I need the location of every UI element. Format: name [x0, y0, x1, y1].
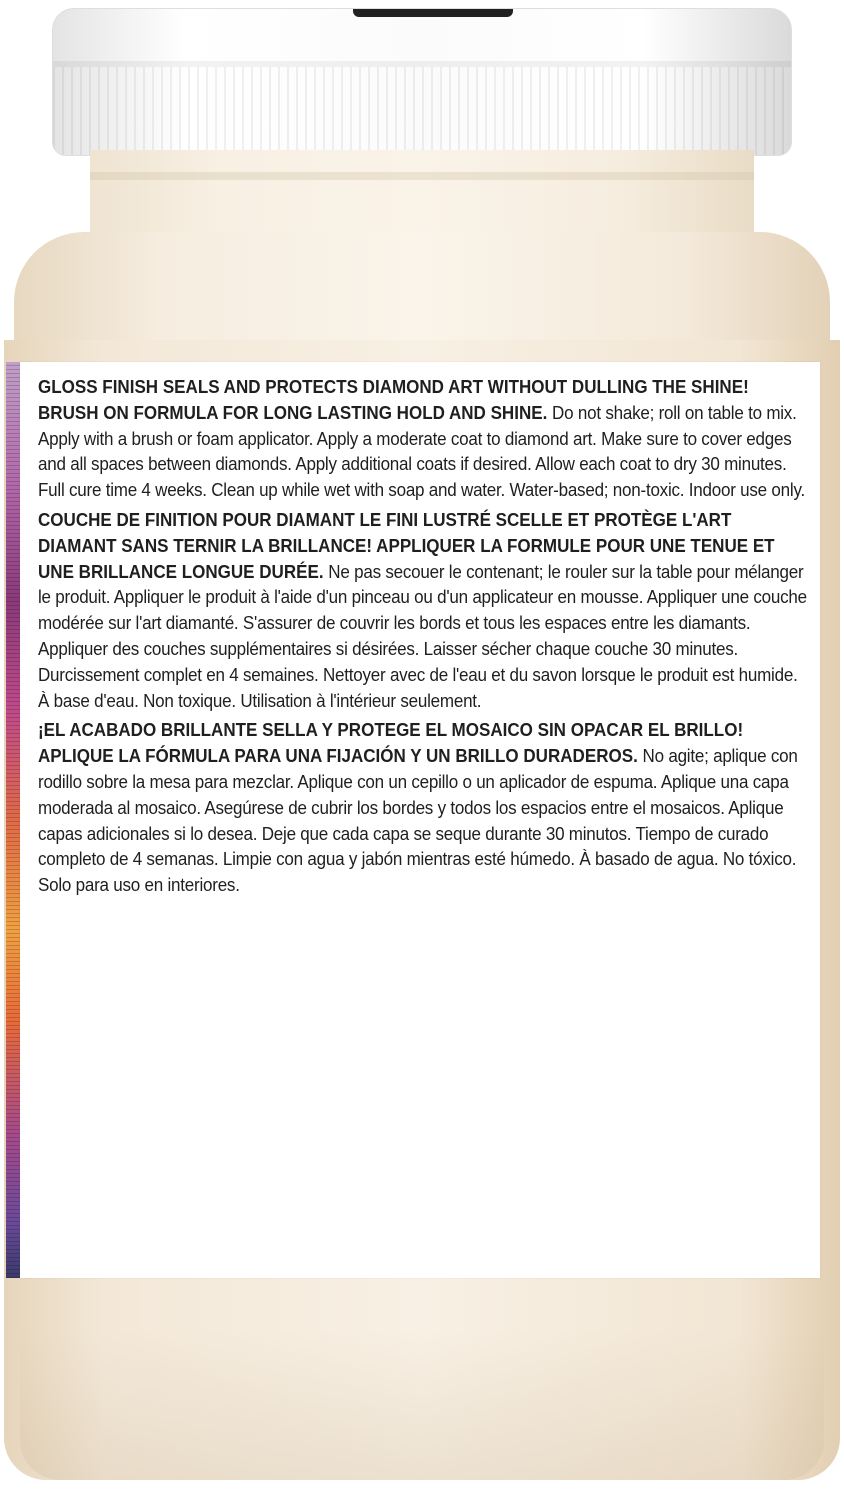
french-instructions	[38, 507, 807, 713]
spanish-heading: ¡EL ACABADO BRILLANTE SELLA Y PROTEGE EL MOSAICO SIN OPACAR EL BRILLO! APLIQUE LA FÓRMULA PARA UNA FIJACIÓN Y UN BRILLO DURADEROS.	[38, 719, 744, 767]
spanish-instructions	[38, 717, 807, 898]
french-heading: COUCHE DE FINITION POUR DIAMANT LE FINI LUSTRÉ SCELLE ET PROTÈGE L'ART DIAMANT SANS TERNIR LA BRILLANCE! APPLIQUER LA FORMULE POUR UNE TENUE ET UNE BRILLANCE LONGUE DURÉE.	[38, 508, 775, 582]
neck-band	[90, 172, 754, 180]
english-instructions	[38, 374, 807, 503]
product-label	[20, 362, 820, 1278]
english-body: Do not shake; roll on table to mix. Apply with a brush or foam applicator. Apply a moderate coat to diamond art. Make sure to cover edges and all spaces between diamonds. Apply additional coats if desired. Allow each coat to dry 30 minutes. Full cure time 4 weeks. Clean up while wet with soap and water. Water-based; non-toxic. Indoor use only.	[38, 401, 805, 501]
spanish-body: No agite; aplique con rodillo sobre la mesa para mezclar. Aplique con un cepillo o un aplicador de espuma. Aplique una capa moderada al mosaico. Asegúrese de cubrir los bordes y todos los espacios entre el mosaicos. Aplique capas adicionales si lo desea. Deje que cada capa se seque durante 30 minutos. Tiempo de curado completo de 4 semanas. Limpie con agua y jabón mientras esté húmedo. À basado de agua. No tóxico. Solo para uso en interiores.	[38, 745, 798, 896]
english-heading: GLOSS FINISH SEALS AND PROTECTS DIAMOND ART WITHOUT DULLING THE SHINE! BRUSH ON FORMULA FOR LONG LASTING HOLD AND SHINE.	[38, 376, 749, 423]
label-text	[38, 374, 807, 902]
jar-lid	[52, 8, 792, 156]
jar-base	[20, 1330, 824, 1480]
lid-top-edge	[353, 9, 513, 17]
jar-neck	[90, 150, 754, 240]
french-body: Ne pas secouer le contenant; le rouler sur la table pour mélanger le produit. Appliquer le produit à l'aide d'un pinceau ou d'un applicateur en mousse. Appliquer une couche modérée sur l'art diamanté. S'assurer de couvrir les bords et tous les espaces entre les diamants. Appliquer des couches supplémentaires si désirées. Laisser sécher chaque couche 30 minutes. Durcissement complet en 4 semaines. Nettoyer avec de l'eau et du savon lorsque le produit est humide. À base d'eau. Non toxique. Utilisation à l'intérieur seulement.	[38, 560, 807, 711]
diamond-art-mosaic	[6, 362, 20, 1278]
lid-ridges	[53, 67, 791, 156]
